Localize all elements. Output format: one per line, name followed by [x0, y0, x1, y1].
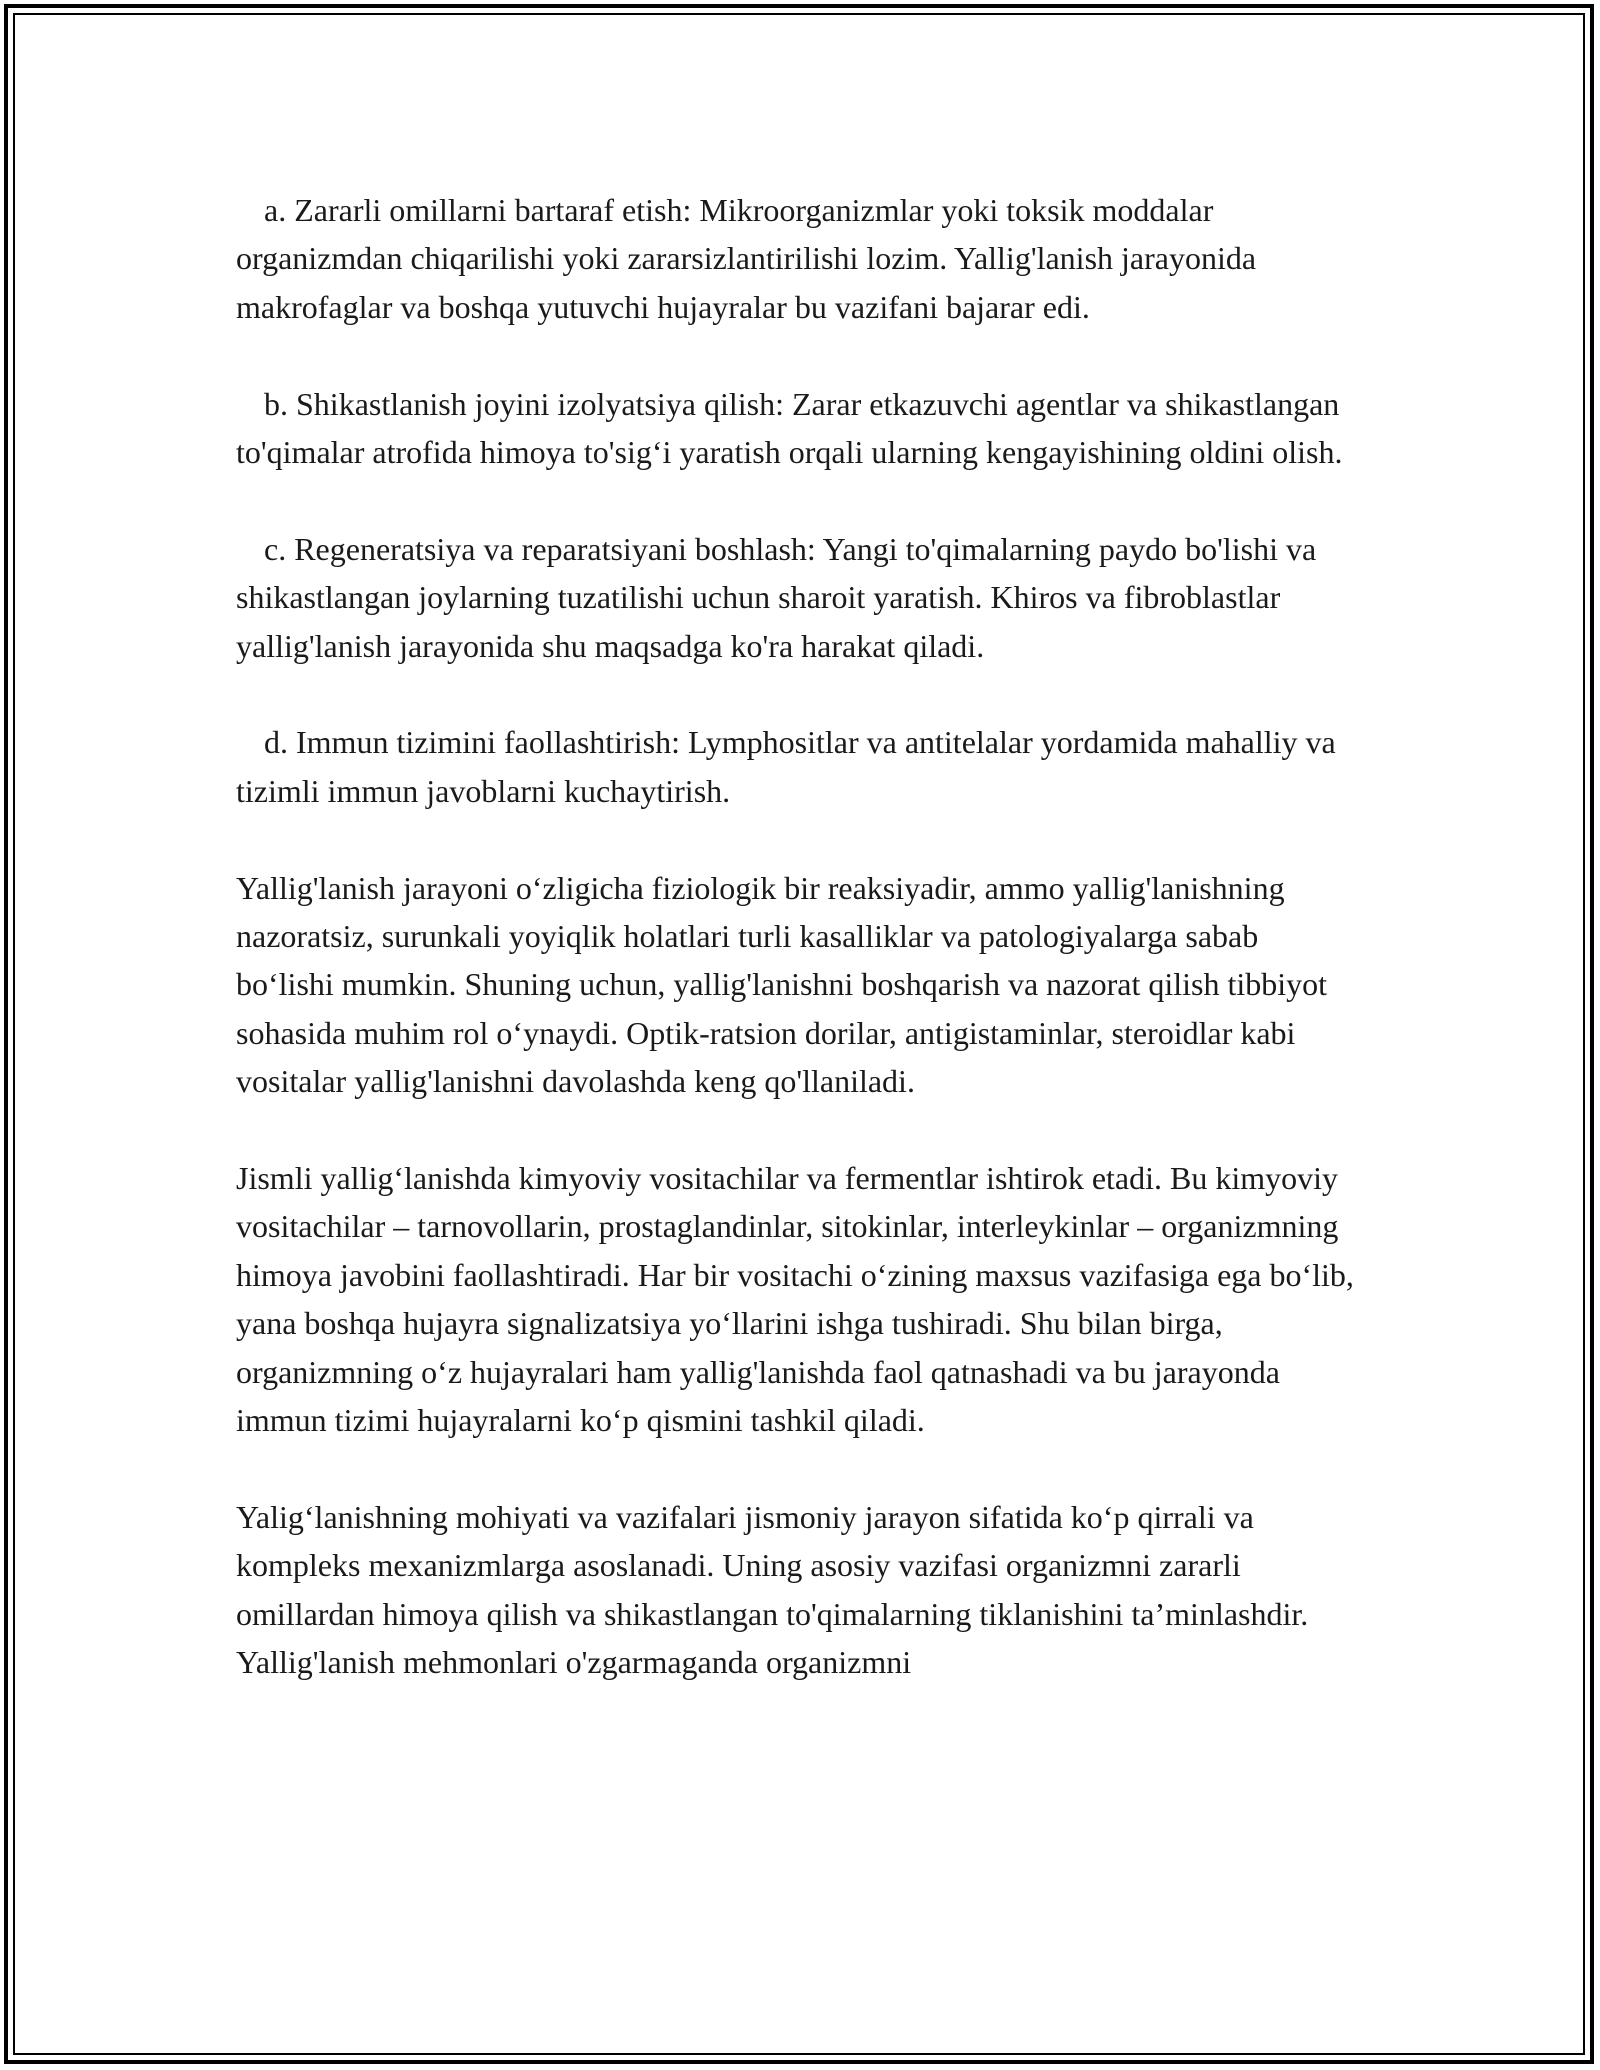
list-item-b: b. Shikastlanish joyini izolyatsiya qilish: Zarar etkazuvchi agentlar va shikastlangan to'qimalar atrofida himoya to'sig‘i yaratish orqali ularning kengayishining oldini olish.: [236, 385, 1343, 471]
list-item-c: c. Regeneratsiya va reparatsiyani boshlash: Yangi to'qimalarning paydo bo'lishi va shikastlangan joylarning tuzatilishi uchun sharoit yaratish. Khiros va fibroblastlar yallig'lanish jarayonida shu maqsadga ko'ra harakat qiladi.: [236, 530, 1317, 664]
body-paragraph: Yalig‘lanishning mohiyati va vazifalari jismoniy jarayon sifatida ko‘p qirrali va kompleks mexanizmlarga asoslanadi. Uning asosiy vazifasi organizmni zararli omillardan himoya qilish va shikastlangan to'qimalarning tiklanishini ta’minlashdir. Yallig'lanish mehmonlari o'zgarmaganda organizmni: [236, 1498, 1309, 1681]
list-item-a: a. Zararli omillarni bartaraf etish: Mikroorganizmlar yoki toksik moddalar organizmdan chiqarilishi yoki zararsizlantirilishi lozim. Yallig'lanish jarayonida makrofaglar va boshqa yutuvchi hujayralar bu vazifani bajarar edi.: [236, 192, 1257, 325]
document-body: [236, 186, 1366, 1735]
body-paragraph: Jismli yallig‘lanishda kimyoviy vositachilar va fermentlar ishtirok etadi. Bu kimyoviy vositachilar – tarnovollarin, prostaglandinlar, sitokinlar, interleykinlar – organizmning himoya javobini faollashtiradi. Har bir vositachi o‘zining maxsus vazifasiga ega bo‘lib, yana boshqa hujayra signalizatsiya yo‘llarini ishga tushiradi. Shu bilan birga, organizmning o‘z hujayralari ham yallig'lanishda faol qatnashadi va bu jarayonda immun tizimi hujayralarni ko‘p qismini tashkil qiladi.: [236, 1160, 1354, 1439]
list-item-d: d. Immun tizimini faollashtirish: Lymphositlar va antitelalar yordamida mahalliy va tizimli immun javoblarni kuchaytirish.: [236, 724, 1336, 809]
body-paragraph: Yallig'lanish jarayoni o‘zligicha fiziologik bir reaksiyadir, ammo yallig'lanishning nazoratsiz, surunkali yoyiqlik holatlari turli kasalliklar va patologiyalarga sabab bo‘lishi mumkin. Shuning uchun, yallig'lanishni boshqarish va nazorat qilish tibbiyot sohasida muhim rol o‘ynaydi. Optik-ratsion dorilar, antigistaminlar, steroidlar kabi vositalar yallig'lanishni davolashda keng qo'llaniladi.: [236, 869, 1328, 1100]
